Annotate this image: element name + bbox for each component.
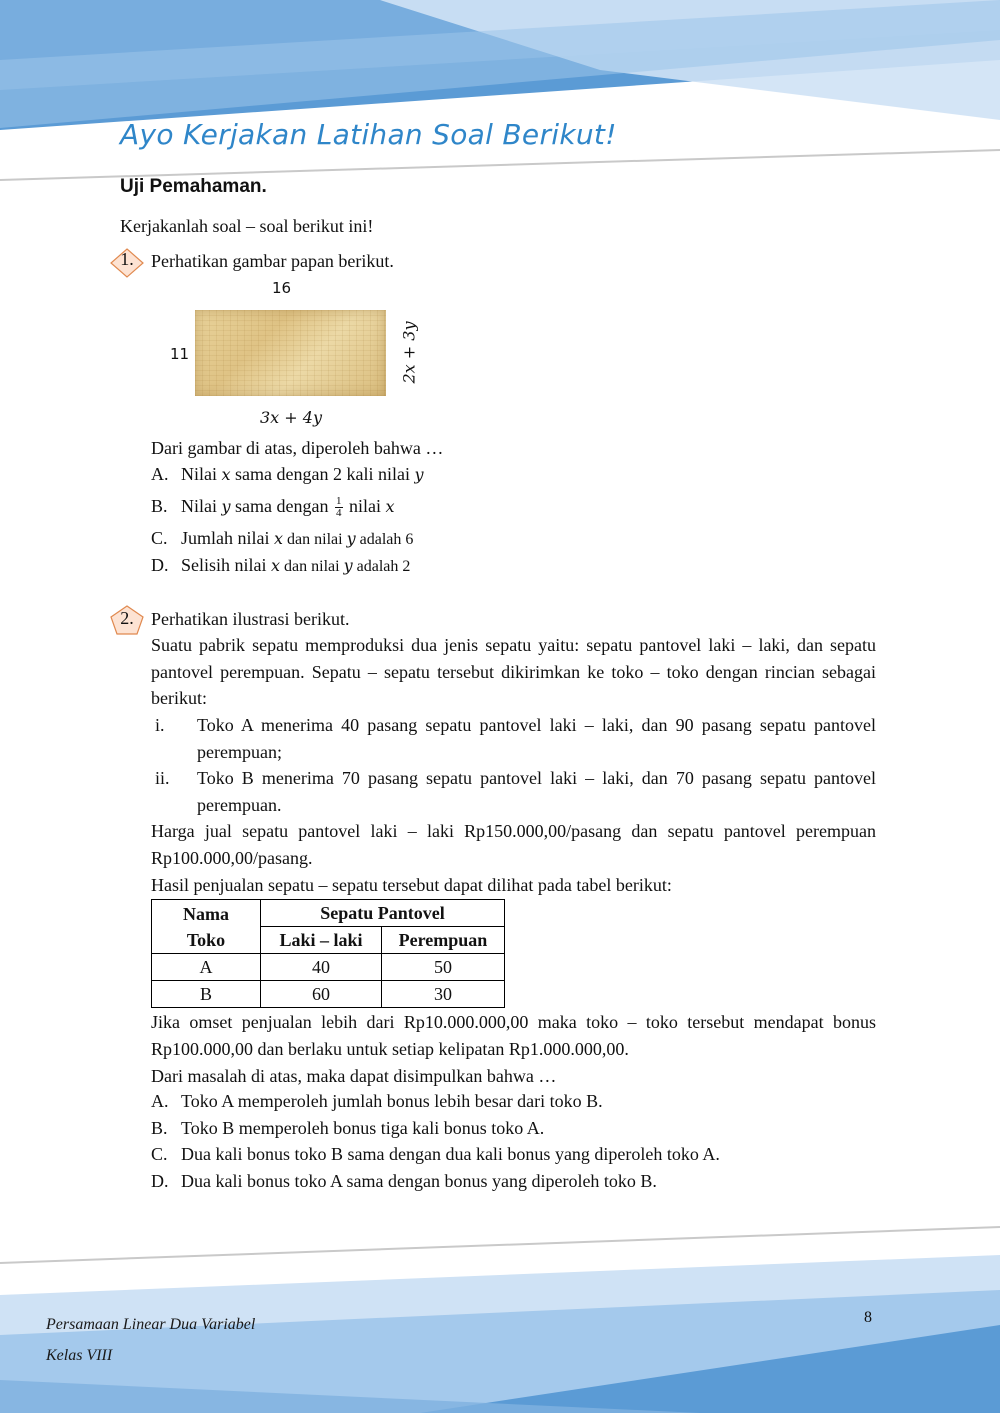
table-row: A 40 50 (152, 954, 505, 981)
question-1-option-d[interactable]: D. Selisih nilai x dan nilai y adalah 2 (151, 555, 411, 575)
board-top-label: 16 (272, 279, 292, 297)
footer-book-title: Persamaan Linear Dua Variabel (46, 1316, 256, 1333)
question-2-option-d[interactable]: D. Dua kali bonus toko A sama dengan bonus yang diperoleh toko B. (151, 1171, 657, 1191)
list-item-i: i. Toko A menerima 40 pasang sepatu pantovel laki – laki, dan 90 pasang sepatu pantovel perempuan; (155, 715, 876, 762)
board-left-label: 11 (170, 345, 190, 363)
table-intro: Hasil penjualan sepatu – sepatu tersebut dapat dilihat pada tabel berikut: (151, 875, 672, 895)
question-2-option-a[interactable]: A. Toko A memperoleh jumlah bonus lebih besar dari toko B. (151, 1091, 603, 1111)
page-number: 8 (864, 1309, 872, 1326)
page-title: Ayo Kerjakan Latihan Soal Berikut! (120, 118, 617, 151)
board-right-label: 2x + 3y (399, 321, 419, 384)
list-item-ii: ii. Toko B menerima 70 pasang sepatu pantovel laki – laki, dan 70 pasang sepatu pantovel perempuan. (155, 768, 876, 815)
question-2-number: 2. (120, 608, 134, 628)
table-row: B 60 30 (152, 981, 505, 1008)
instruction-text: Kerjakanlah soal – soal berikut ini! (120, 216, 374, 236)
bonus-text: Jika omset penjualan lebih dari Rp10.000.000,00 maka toko – toko tersebut mendapat bonus Rp100.000,00 dan berlaku untuk setiap kelipatan Rp1.000.000,00. (151, 1012, 876, 1059)
question-1-option-a[interactable]: A. Nilai x sama dengan 2 kali nilai y (151, 464, 424, 484)
question-2-option-c[interactable]: C. Dua kali bonus toko B sama dengan dua kali bonus yang diperoleh toko A. (151, 1144, 720, 1164)
header-nama-toko: Nama Toko (152, 900, 261, 954)
question-2-badge (110, 605, 144, 633)
question-2-intro: Suatu pabrik sepatu memproduksi dua jenis sepatu yaitu: sepatu pantovel laki – laki, dan sepatu pantovel perempuan. Sepatu – sepatu tersebut dikirimkan ke toko – toko dengan rincian sebagai berikut: (151, 635, 876, 708)
board-bottom-label: 3x + 4y (260, 408, 322, 427)
footer-grade: Kelas VIII (46, 1347, 113, 1364)
sales-table (151, 899, 505, 1008)
section-subheading: Uji Pemahaman. (120, 176, 267, 197)
question-1-badge (110, 248, 144, 276)
price-text: Harga jual sepatu pantovel laki – laki Rp150.000,00/pasang dan sepatu pantovel perempuan Rp100.000,00/pasang. (151, 821, 876, 868)
header-sepatu-pantovel: Sepatu Pantovel (261, 900, 505, 927)
header-laki-laki: Laki – laki (261, 927, 382, 954)
question-2-option-b[interactable]: B. Toko B memperoleh bonus tiga kali bonus toko A. (151, 1118, 545, 1138)
header-perempuan: Perempuan (382, 927, 505, 954)
footer-decoration (0, 1215, 1000, 1413)
wooden-board-image (195, 310, 386, 396)
question-1-option-b[interactable]: B. Nilai y sama dengan $\frac{1}{4}$ nilai x (151, 495, 395, 520)
question-2-prompt: Perhatikan ilustrasi berikut. (151, 609, 350, 629)
question-1-option-c[interactable]: C. Jumlah nilai x dan nilai y adalah 6 (151, 528, 414, 548)
question-2-stem: Dari masalah di atas, maka dapat disimpulkan bahwa … (151, 1066, 557, 1086)
question-1-stem: Dari gambar di atas, diperoleh bahwa … (151, 438, 444, 458)
question-1-number: 1. (120, 249, 134, 269)
question-1-prompt: Perhatikan gambar papan berikut. (151, 251, 394, 271)
header-decoration (0, 0, 1000, 190)
fraction-one-quarter: $\frac{1}{4}$ (336, 495, 342, 520)
